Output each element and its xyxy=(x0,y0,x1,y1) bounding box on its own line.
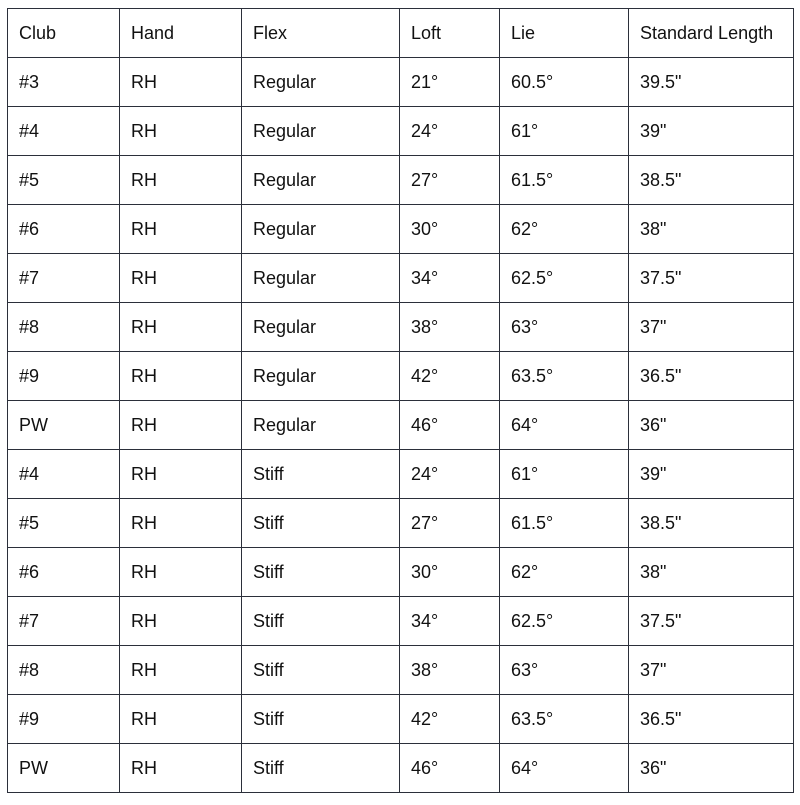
cell-standard-length: 36.5" xyxy=(629,352,794,401)
cell-lie: 61.5° xyxy=(500,499,629,548)
cell-standard-length: 39.5" xyxy=(629,58,794,107)
cell-lie: 62.5° xyxy=(500,597,629,646)
cell-flex: Stiff xyxy=(242,646,400,695)
cell-standard-length: 36" xyxy=(629,744,794,793)
table-row xyxy=(8,401,794,450)
cell-flex: Stiff xyxy=(242,450,400,499)
cell-hand: RH xyxy=(120,695,242,744)
cell-standard-length: 38.5" xyxy=(629,156,794,205)
header-loft: Loft xyxy=(400,9,500,58)
cell-hand: RH xyxy=(120,205,242,254)
table-body xyxy=(8,58,794,793)
cell-standard-length: 38" xyxy=(629,548,794,597)
cell-club: #4 xyxy=(8,450,120,499)
cell-standard-length: 38" xyxy=(629,205,794,254)
cell-hand: RH xyxy=(120,156,242,205)
cell-flex: Regular xyxy=(242,303,400,352)
cell-club: #8 xyxy=(8,646,120,695)
cell-hand: RH xyxy=(120,401,242,450)
cell-lie: 63° xyxy=(500,646,629,695)
cell-club: #4 xyxy=(8,107,120,156)
cell-lie: 64° xyxy=(500,744,629,793)
cell-flex: Regular xyxy=(242,156,400,205)
cell-loft: 38° xyxy=(400,303,500,352)
club-spec-table xyxy=(7,8,794,793)
cell-loft: 27° xyxy=(400,156,500,205)
table-row xyxy=(8,303,794,352)
cell-loft: 24° xyxy=(400,107,500,156)
cell-hand: RH xyxy=(120,646,242,695)
table-row xyxy=(8,548,794,597)
cell-loft: 30° xyxy=(400,205,500,254)
cell-club: #9 xyxy=(8,695,120,744)
cell-loft: 34° xyxy=(400,597,500,646)
cell-loft: 42° xyxy=(400,352,500,401)
table-header-row xyxy=(8,9,794,58)
cell-flex: Regular xyxy=(242,254,400,303)
cell-flex: Regular xyxy=(242,401,400,450)
cell-lie: 62° xyxy=(500,205,629,254)
cell-loft: 34° xyxy=(400,254,500,303)
cell-flex: Stiff xyxy=(242,597,400,646)
cell-hand: RH xyxy=(120,352,242,401)
cell-loft: 27° xyxy=(400,499,500,548)
table-row xyxy=(8,597,794,646)
table-row xyxy=(8,58,794,107)
cell-flex: Stiff xyxy=(242,744,400,793)
cell-loft: 42° xyxy=(400,695,500,744)
cell-loft: 21° xyxy=(400,58,500,107)
cell-club: #3 xyxy=(8,58,120,107)
header-hand: Hand xyxy=(120,9,242,58)
cell-loft: 46° xyxy=(400,401,500,450)
table-row xyxy=(8,156,794,205)
cell-club: #8 xyxy=(8,303,120,352)
cell-lie: 61° xyxy=(500,450,629,499)
table-row xyxy=(8,254,794,303)
cell-flex: Regular xyxy=(242,107,400,156)
cell-standard-length: 36" xyxy=(629,401,794,450)
header-lie: Lie xyxy=(500,9,629,58)
cell-club: #6 xyxy=(8,205,120,254)
cell-lie: 61° xyxy=(500,107,629,156)
cell-hand: RH xyxy=(120,597,242,646)
cell-club: PW xyxy=(8,744,120,793)
table-row xyxy=(8,107,794,156)
cell-flex: Stiff xyxy=(242,499,400,548)
cell-flex: Regular xyxy=(242,205,400,254)
cell-club: #6 xyxy=(8,548,120,597)
header-flex: Flex xyxy=(242,9,400,58)
cell-hand: RH xyxy=(120,744,242,793)
cell-club: #7 xyxy=(8,597,120,646)
cell-hand: RH xyxy=(120,450,242,499)
cell-lie: 63° xyxy=(500,303,629,352)
cell-hand: RH xyxy=(120,254,242,303)
table-row xyxy=(8,352,794,401)
cell-lie: 60.5° xyxy=(500,58,629,107)
cell-club: PW xyxy=(8,401,120,450)
cell-hand: RH xyxy=(120,58,242,107)
cell-loft: 38° xyxy=(400,646,500,695)
cell-hand: RH xyxy=(120,303,242,352)
cell-club: #5 xyxy=(8,156,120,205)
table-row xyxy=(8,695,794,744)
cell-lie: 62° xyxy=(500,548,629,597)
cell-club: #9 xyxy=(8,352,120,401)
cell-loft: 46° xyxy=(400,744,500,793)
cell-hand: RH xyxy=(120,499,242,548)
cell-lie: 63.5° xyxy=(500,352,629,401)
table-row xyxy=(8,450,794,499)
cell-loft: 24° xyxy=(400,450,500,499)
cell-loft: 30° xyxy=(400,548,500,597)
table-row xyxy=(8,744,794,793)
cell-flex: Regular xyxy=(242,58,400,107)
cell-lie: 61.5° xyxy=(500,156,629,205)
table-row xyxy=(8,499,794,548)
cell-flex: Stiff xyxy=(242,548,400,597)
cell-flex: Stiff xyxy=(242,695,400,744)
cell-standard-length: 37" xyxy=(629,646,794,695)
cell-standard-length: 39" xyxy=(629,450,794,499)
cell-hand: RH xyxy=(120,107,242,156)
header-club: Club xyxy=(8,9,120,58)
cell-hand: RH xyxy=(120,548,242,597)
club-spec-table-container xyxy=(7,8,793,793)
table-row xyxy=(8,646,794,695)
cell-flex: Regular xyxy=(242,352,400,401)
cell-club: #7 xyxy=(8,254,120,303)
cell-club: #5 xyxy=(8,499,120,548)
header-standard-length: Standard Length xyxy=(629,9,794,58)
cell-standard-length: 37.5" xyxy=(629,254,794,303)
table-row xyxy=(8,205,794,254)
cell-standard-length: 36.5" xyxy=(629,695,794,744)
cell-lie: 63.5° xyxy=(500,695,629,744)
cell-standard-length: 37.5" xyxy=(629,597,794,646)
cell-lie: 64° xyxy=(500,401,629,450)
cell-standard-length: 37" xyxy=(629,303,794,352)
cell-lie: 62.5° xyxy=(500,254,629,303)
cell-standard-length: 38.5" xyxy=(629,499,794,548)
cell-standard-length: 39" xyxy=(629,107,794,156)
